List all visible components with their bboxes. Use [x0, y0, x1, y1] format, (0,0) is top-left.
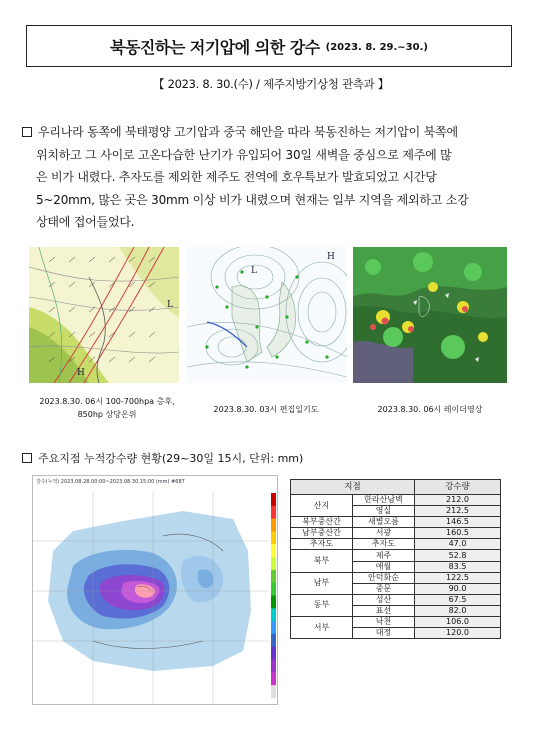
legend-swatch	[271, 583, 276, 596]
station-cell: 영실	[353, 506, 415, 517]
summary-line-1: 우리나라 동쪽에 북태평양 고기압과 중국 해안을 따라 북동진하는 저기압이 북쪽에	[22, 121, 522, 144]
region-cell: 남부중산간	[291, 528, 353, 539]
legend-swatch	[271, 647, 276, 660]
svg-text:L: L	[251, 266, 257, 276]
value-cell: 82.0	[415, 605, 501, 616]
table-row	[291, 594, 501, 605]
section-precip-heading: 주요지점 누적강수량 현황(29~30일 15시, 단위: mm)	[22, 450, 303, 466]
value-cell: 212.5	[415, 506, 501, 517]
legend-swatch	[271, 672, 276, 685]
station-cell: 새별오름	[353, 517, 415, 528]
map2-caption: 2023.8.30. 03시 편집일기도	[213, 405, 319, 414]
weather-chart-image	[187, 247, 347, 383]
title-period: (2023. 8. 29.~30.)	[325, 41, 428, 53]
summary-paragraph	[22, 121, 522, 234]
legend-swatch	[271, 608, 276, 621]
station-cell: 추자도	[353, 539, 415, 550]
summary-line-2: 위치하고 그 사이로 고온다습한 난기가 유입되어 30일 새벽을 중심으로 제주에 많	[36, 147, 452, 162]
legend-swatch	[271, 519, 276, 532]
value-cell: 47.0	[415, 539, 501, 550]
radar-header: 강수(누적) 2023.08.28.00:00~2023.08.30.15:00 (mm) #687	[36, 479, 185, 485]
table-row	[291, 572, 501, 583]
value-cell: 52.8	[415, 550, 501, 561]
station-cell: 성산	[353, 594, 415, 605]
table-row	[291, 517, 501, 528]
region-cell: 남부	[291, 572, 353, 594]
legend-swatch	[271, 506, 276, 519]
legend-swatch	[271, 621, 276, 634]
svg-text:H: H	[327, 252, 335, 262]
summary-line-4: 5~20mm, 많은 곳은 30mm 이상 비가 내렸으며 현재는 일부 지역을 제외하고 소강	[36, 192, 469, 207]
legend-swatch	[271, 660, 276, 673]
region-cell: 추자도	[291, 539, 353, 550]
region-cell: 서부	[291, 617, 353, 639]
value-cell: 122.5	[415, 572, 501, 583]
radar-image	[353, 247, 507, 383]
report-subtitle: 【 2023. 8. 30.(수) / 제주지방기상청 관측과 】	[153, 77, 389, 91]
thickness-map-image	[29, 247, 179, 383]
precip-legend-bar	[271, 493, 276, 698]
station-cell: 애월	[353, 561, 415, 572]
svg-text:H: H	[77, 368, 85, 378]
value-cell: 106.0	[415, 617, 501, 628]
header-precip: 강수량	[415, 480, 501, 495]
station-cell: 중문	[353, 583, 415, 594]
station-cell: 제주	[353, 550, 415, 561]
value-cell: 146.5	[415, 517, 501, 528]
value-cell: 160.5	[415, 528, 501, 539]
value-cell: 90.0	[415, 583, 501, 594]
accumulated-precip-map	[32, 475, 278, 705]
legend-swatch	[271, 493, 276, 506]
value-cell: 212.0	[415, 495, 501, 506]
legend-swatch	[271, 531, 276, 544]
legend-swatch	[271, 557, 276, 570]
table-row	[291, 550, 501, 561]
map1-caption: 2023.8.30. 06시 100-700hpa 층후, 850hp 상당온위	[39, 397, 175, 419]
square-bullet-icon	[22, 127, 32, 137]
station-cell: 서광	[353, 528, 415, 539]
table-row	[291, 617, 501, 628]
map3-caption: 2023.8.30. 06시 레이더영상	[377, 405, 483, 414]
header-station: 지점	[291, 480, 415, 495]
legend-swatch	[271, 634, 276, 647]
value-cell: 120.0	[415, 628, 501, 639]
legend-swatch	[271, 544, 276, 557]
legend-swatch	[271, 570, 276, 583]
region-cell: 산지	[291, 495, 353, 517]
region-cell: 동부	[291, 594, 353, 616]
table-row	[291, 539, 501, 550]
table-header-row	[291, 480, 501, 495]
station-cell: 낙천	[353, 617, 415, 628]
station-cell: 안덕화순	[353, 572, 415, 583]
title-box	[26, 25, 512, 67]
summary-line-3: 은 비가 내렸다. 추자도를 제외한 제주도 전역에 호우특보가 발효되었고 시간당	[36, 170, 437, 184]
station-cell: 대정	[353, 628, 415, 639]
precip-table	[290, 479, 501, 639]
region-cell: 북부중산간	[291, 517, 353, 528]
value-cell: 83.5	[415, 561, 501, 572]
page-title: 북동진하는 저기압에 의한 강수	[110, 37, 320, 57]
region-cell: 북부	[291, 550, 353, 572]
summary-line-5: 상태에 접어들었다.	[36, 215, 135, 229]
station-cell: 표선	[353, 605, 415, 616]
table-row	[291, 528, 501, 539]
station-cell: 한라산남벽	[353, 495, 415, 506]
legend-swatch	[271, 685, 276, 698]
svg-text:L: L	[167, 300, 173, 310]
value-cell: 67.5	[415, 594, 501, 605]
table-row	[291, 495, 501, 506]
legend-swatch	[271, 596, 276, 609]
square-bullet-icon	[22, 453, 32, 463]
